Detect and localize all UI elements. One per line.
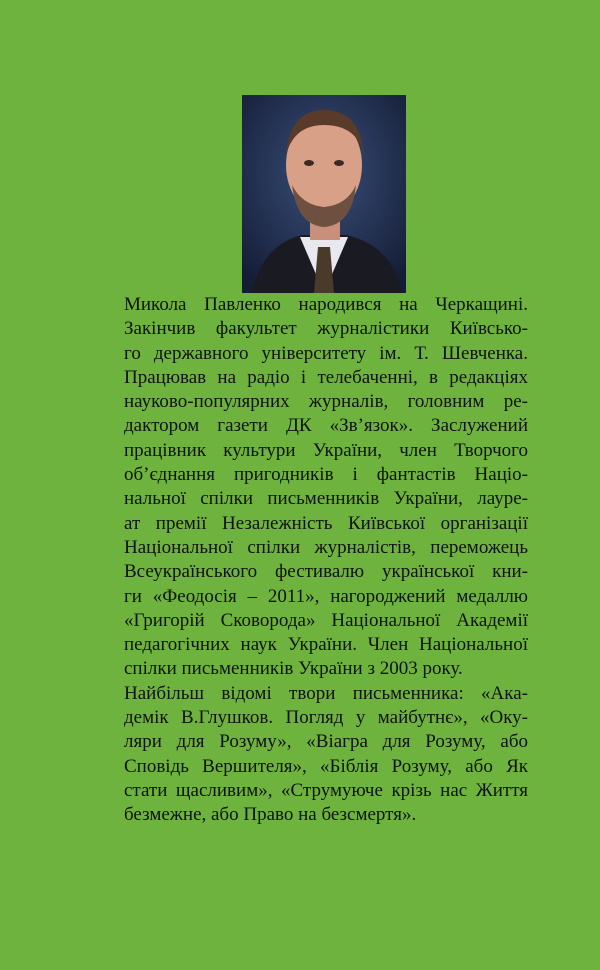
bio-line: «Григорій Сковорода» Національної Академії: [124, 609, 528, 631]
bio-line: Всеукраїнського фестивалю української кни-: [124, 561, 528, 583]
bio-line: Закінчив факультет журналістики Київсько-: [124, 318, 528, 340]
bio-line: Національної спілки журналістів, переможець: [124, 536, 528, 558]
bio-line: нальної спілки письменників України, лауре-: [124, 488, 528, 510]
bio-line: педагогічних наук України. Член Національної: [124, 634, 528, 656]
works-line: демік В.Глушков. Погляд у майбутнє», «Оку-: [124, 707, 528, 729]
bio-line: Працював на радіо і телебаченні, в редакціях: [124, 366, 528, 388]
works-line: стати щасливим», «Струмуюче крізь нас Життя: [124, 779, 528, 801]
author-photo: [242, 95, 406, 293]
bio-line: науково-популярних журналів, головним ре-: [124, 391, 528, 413]
bio-line: працівник культури України, член Творчого: [124, 439, 528, 461]
bio-line: Микола Павленко народився на Черкащині.: [124, 294, 528, 315]
works-line: безмежне, або Право на безсмертя».: [124, 804, 417, 826]
bio-line: го державного університету ім. Т. Шевченка.: [124, 342, 528, 364]
bio-line: ат премії Незалежність Київської організації: [124, 512, 528, 534]
bio-line: об’єднання пригодників і фантастів Націо-: [124, 464, 528, 486]
bio-line: спілки письменників України з 2003 року.: [124, 658, 463, 680]
bio-line: дактором газети ДК «Зв’язок». Заслужений: [124, 415, 528, 437]
author-biography: [124, 293, 528, 828]
author-portrait-image: [242, 95, 406, 293]
works-line: ляри для Розуму», «Віагра для Розуму, або: [124, 731, 528, 753]
bio-line: ги «Феодосія – 2011», нагороджений медаллю: [124, 585, 528, 607]
works-line: Сповідь Вершителя», «Біблія Розуму, або Як: [124, 755, 528, 777]
works-line: Найбільш відомі твори письменника: «Ака-: [124, 682, 528, 704]
